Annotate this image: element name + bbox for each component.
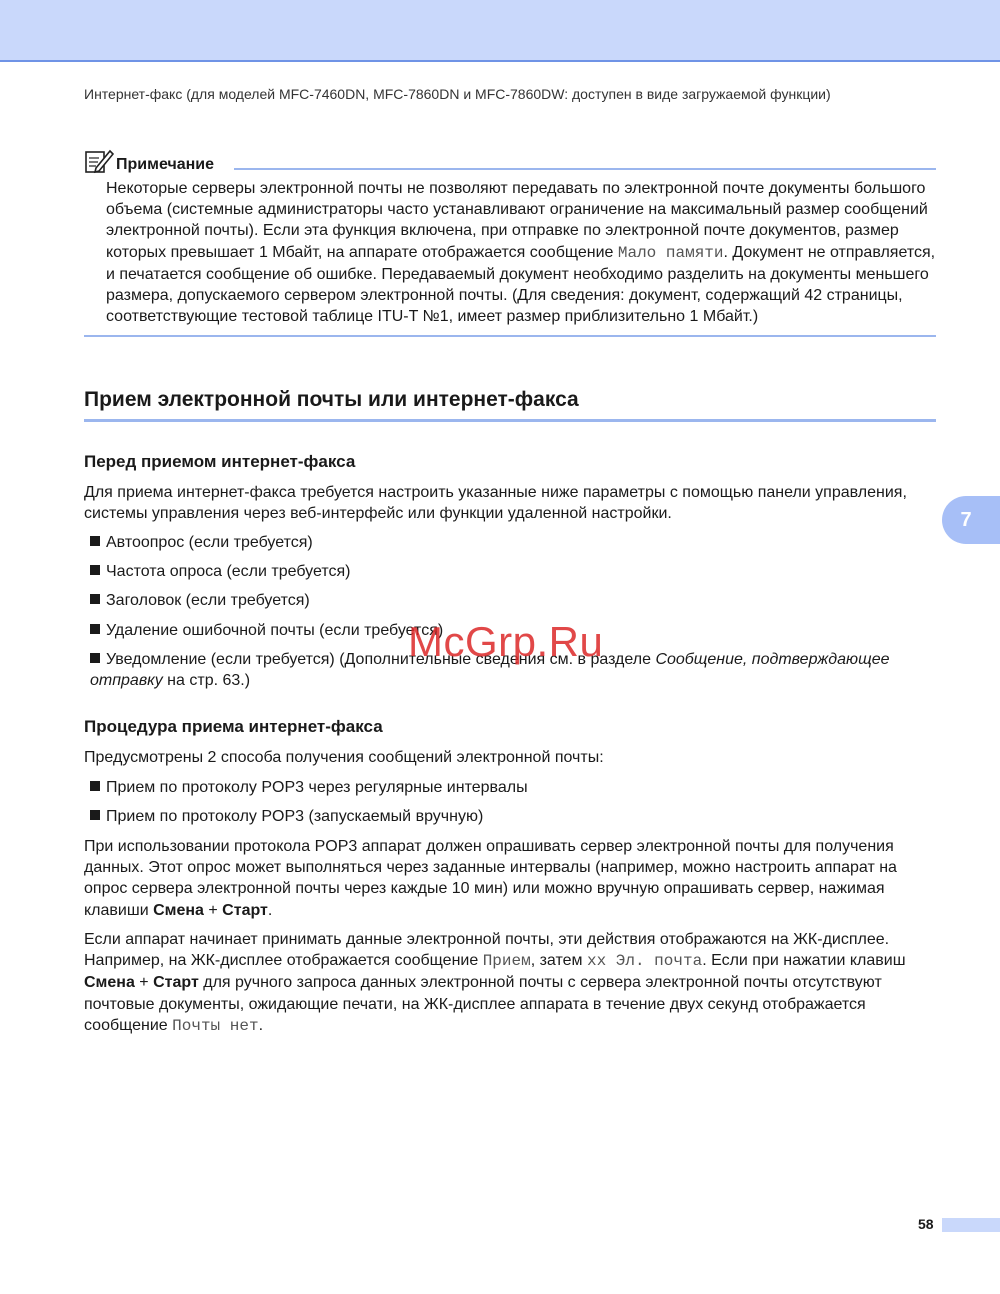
note-pencil-icon (84, 148, 114, 174)
list-item: Уведомление (если требуется) (Дополнительные сведения см. в разделе Сообщение, подтверждающее отправку на стр. 63.) (90, 651, 890, 690)
note-header (84, 148, 936, 174)
note-title: Примечание (116, 156, 215, 173)
bullet-square-icon (90, 594, 100, 604)
lcd-message-receive: Прием (482, 952, 531, 971)
section-title: Прием электронной почты или интернет-факса (84, 388, 936, 422)
note-text-part: . Документ не отправляется, и печатается сообщение об ошибке. Передаваемый документ необходимо разделить на документы меньшего размера, допускаемого сервером электронной почты. (Для сведения: документ, содержащий 42 страницы, соответствующие тестовой таблице ITU-T №1, имеет размер приблизительно 1 Мбайт.) (106, 243, 936, 326)
bullet-square-icon (90, 781, 100, 791)
list-item: Прием по протоколу POP3 через регулярные интервалы (90, 777, 930, 798)
subsection-intro: Предусмотрены 2 способа получения сообщений электронной почты: (84, 749, 604, 766)
key-shift: Смена (84, 974, 135, 992)
bullet-square-icon (90, 624, 100, 634)
key-shift: Смена (153, 901, 204, 919)
list-item: Удаление ошибочной почты (если требуется) (90, 620, 930, 641)
note-box (84, 148, 936, 337)
watermark: McGrp.Ru (408, 618, 604, 665)
bullet-square-icon (90, 536, 100, 546)
note-text (106, 178, 936, 327)
lcd-message-email: xx Эл. почта (586, 952, 703, 971)
bullet-square-icon (90, 565, 100, 575)
running-header: Интернет-факс (для моделей MFC-7460DN, MFC-7860DN и MFC-7860DW: доступен в виде загружаемой функции) (84, 86, 831, 102)
lcd-message-no-mail: Почты нет (172, 1016, 259, 1035)
note-bottom-divider (84, 335, 936, 337)
note-text-part: Некоторые серверы электронной почты не позволяют передавать по электронной почте документы большого объема (системные администраторы часто устанавливают ограничение на максимальный размер сообщений электронной почты). Если эта функция включена, при отправке по электронной почте документов, размер которых превышает 1 Мбайт, на аппарате отображается сообщение (106, 180, 928, 261)
bullet-square-icon (90, 810, 100, 820)
lcd-message-low-memory: Мало памяти (617, 243, 724, 262)
subsection-intro: Для приема интернет-факса требуется настроить указанные ниже параметры с помощью панели управления, системы управления через веб-интерфейс или функции удаленной настройки. (84, 484, 907, 523)
paragraph-pop3: При использовании протокола POP3 аппарат должен опрашивать сервер электронной почты для получения данных. Этот опрос может выполняться через заданные интервалы (например, можно настроить аппарат на опрос сервера электронной почты через каждые 10 мин) или можно вручную опрашивать сервер, нажимая клавиши Смена + Старт. (84, 838, 897, 919)
page-number-bar (942, 1218, 1000, 1232)
chapter-tab: 7 (942, 496, 1000, 544)
note-divider (234, 168, 936, 170)
paragraph-lcd: Если аппарат начинает принимать данные электронной почты, эти действия отображаются на ЖК-дисплее. Например, на ЖК-дисплее отображается сообщение Прием, затем xx Эл. почта. Если при нажатии клавиш Смена + Старт для ручного запроса данных электронной почты с сервера электронной почты отсутствуют почтовые документы, ожидающие печати, на ЖК-дисплее аппарата в течение двух секунд отображается сообщение Почты нет. (84, 931, 906, 1035)
cross-reference-link[interactable]: Сообщение, подтверждающее отправку (90, 651, 890, 690)
list-item: Заголовок (если требуется) (90, 590, 930, 611)
list-item: Автоопрос (если требуется) (90, 532, 930, 553)
key-start: Старт (153, 974, 199, 992)
top-header-band (0, 0, 1000, 62)
list-item: Прием по протоколу POP3 (запускаемый вручную) (90, 806, 930, 827)
key-start: Старт (222, 901, 268, 919)
subsection-title-before: Перед приемом интернет-факса (84, 452, 356, 471)
page-number: 58 (918, 1216, 934, 1232)
subsection-title-procedure: Процедура приема интернет-факса (84, 717, 383, 736)
bullet-square-icon (90, 653, 100, 663)
list-item: Частота опроса (если требуется) (90, 561, 930, 582)
